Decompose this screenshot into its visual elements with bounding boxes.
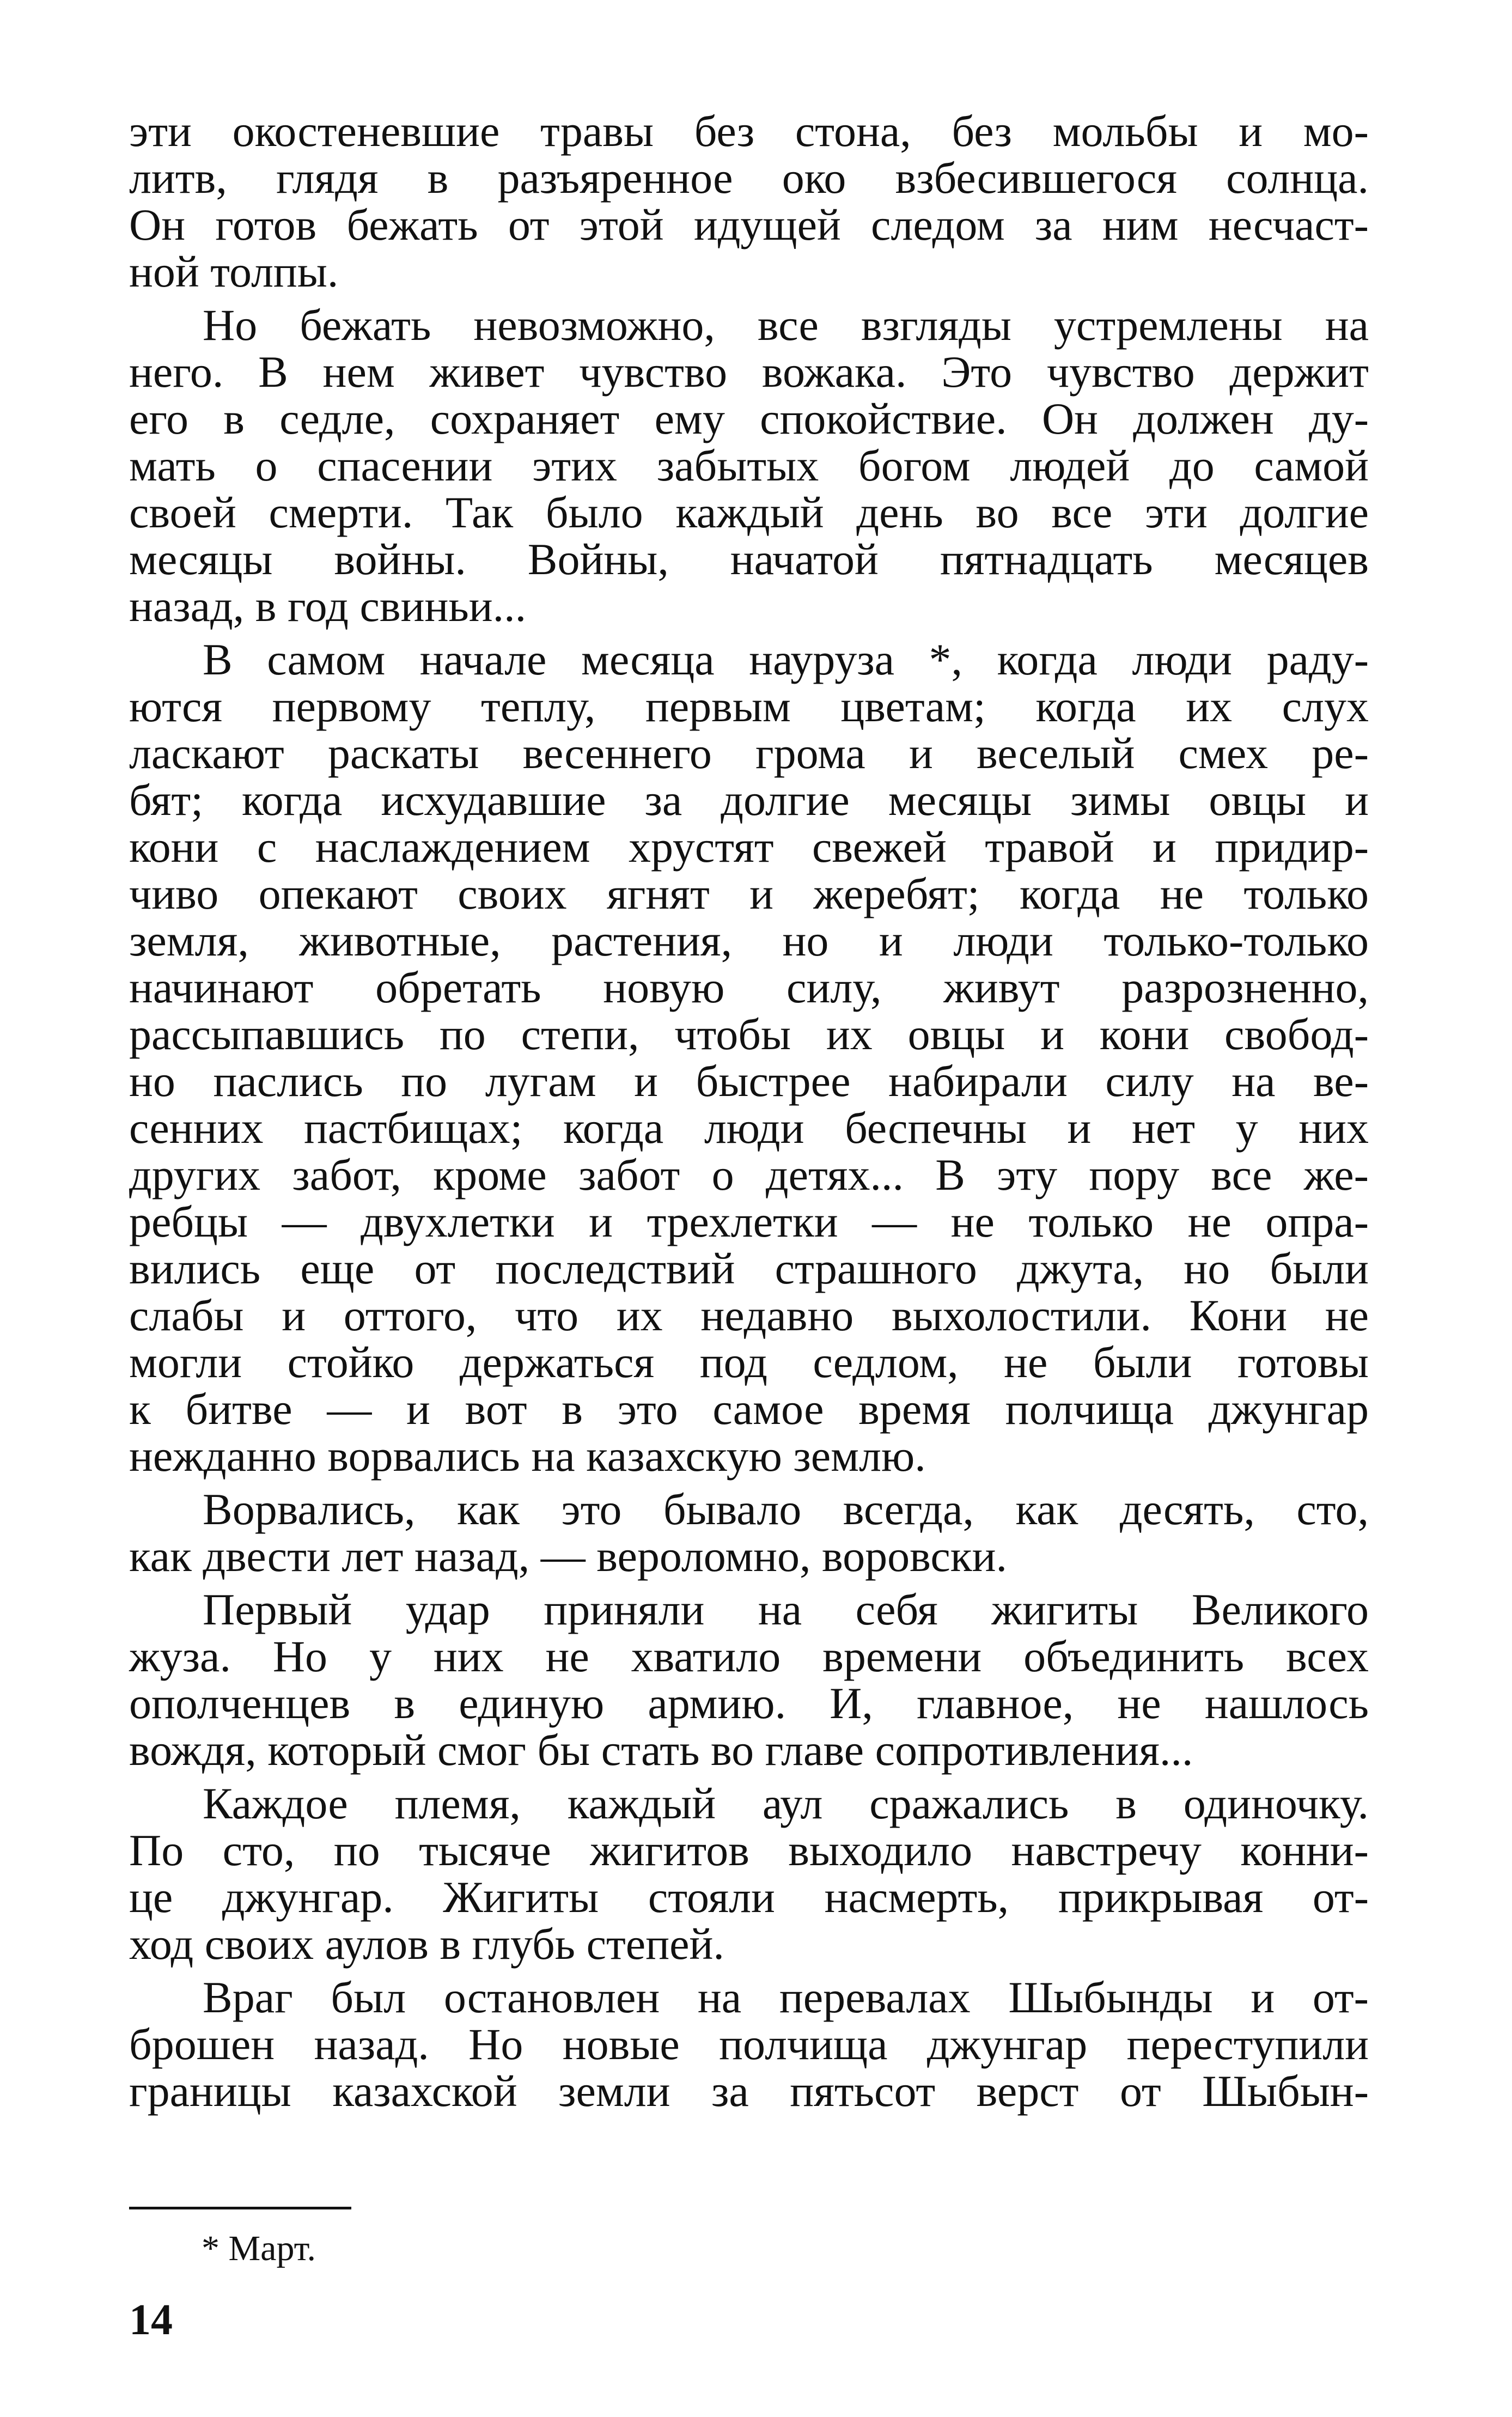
text-line: нежданно ворвались на казахскую землю. [129,1431,926,1481]
paragraph [129,108,1369,295]
paragraph [129,1586,1369,1774]
text-line: назад, в год свиньи... [129,581,527,631]
footnote: * Март. [202,2229,316,2268]
text-line: ласкают раскаты весеннего грома и веселый смех ре- [129,728,1369,778]
text-line: вились еще от последствий страшного джута, но были [129,1244,1369,1293]
text-line: брошен назад. Но новые полчища джунгар переступили [129,2019,1369,2069]
text-line: его в седле, сохраняет ему спокойствие. Он должен ду- [129,394,1369,443]
text-line: него. В нем живет чувство вожака. Это чувство держит [129,347,1369,397]
text-line: Каждое племя, каждый аул сражались в одиночку. [203,1779,1369,1828]
text-line: ются первому теплу, первым цветам; когда их слух [129,681,1369,731]
text-line: В самом начале месяца науруза *, когда люди раду- [203,635,1369,684]
text-line: Он готов бежать от этой идущей следом за ним несчаст- [129,200,1369,249]
text-line: По сто, по тысяче жигитов выходило навстречу конни- [129,1825,1369,1875]
text-line: ребцы — двухлетки и трехлетки — не только не опра- [129,1197,1369,1246]
text-line: к битве — и вот в это самое время полчища джунгар [129,1384,1369,1434]
text-line: ной толпы. [129,247,339,296]
text-line: Ворвались, как это бывало всегда, как десять, сто, [203,1484,1369,1534]
text-line: но паслись по лугам и быстрее набирали силу на ве- [129,1056,1369,1106]
paragraph [129,1780,1369,1968]
text-line: мать о спасении этих забытых богом людей до самой [129,441,1369,490]
text-line: других забот, кроме забот о детях... В эту пору все же- [129,1150,1369,1200]
text-line: своей смерти. Так было каждый день во все эти долгие [129,488,1369,537]
text-line: эти окостеневшие травы без стона, без мольбы и мо- [129,106,1369,156]
text-line: ополченцев в единую армию. И, главное, не нашлось [129,1678,1369,1728]
text-line: Враг был остановлен на перевалах Шыбынды и от- [203,1972,1369,2022]
text-line: могли стойко держаться под седлом, не были готовы [129,1337,1369,1387]
text-line: литв, глядя в разъяренное око взбесившегося солнца. [129,153,1369,203]
paragraph [129,1486,1369,1580]
text-line: как двести лет назад, — вероломно, воровски. [129,1531,1007,1581]
paragraph [129,636,1369,1480]
page-number: 14 [129,2296,173,2344]
paragraph [129,1974,1369,2115]
text-line: чиво опекают своих ягнят и жеребят; когда не только [129,869,1369,918]
text-body [129,108,1369,2115]
text-line: кони с наслаждением хрустят свежей травой и придир- [129,822,1369,872]
text-line: ход своих аулов в глубь степей. [129,1919,724,1969]
text-line: месяцы войны. Войны, начатой пятнадцать месяцев [129,534,1369,584]
text-line: слабы и оттого, что их недавно выхолостили. Кони не [129,1290,1369,1340]
text-line: земля, животные, растения, но и люди только-только [129,916,1369,965]
text-line: бят; когда исхудавшие за долгие месяцы зимы овцы и [129,775,1369,825]
text-line: це джунгар. Жигиты стояли насмерть, прикрывая от- [129,1872,1369,1922]
text-line: границы казахской земли за пятьсот верст от Шыбын- [129,2066,1369,2116]
text-line: Но бежать невозможно, все взгляды устремлены на [203,300,1369,350]
footnote-rule [129,2207,351,2209]
text-line: вождя, который смог бы стать во главе сопротивления... [129,1725,1193,1775]
text-line: Первый удар приняли на себя жигиты Великого [203,1585,1369,1634]
paragraph [129,302,1369,630]
text-line: сенних пастбищах; когда люди беспечны и нет у них [129,1103,1369,1153]
text-line: рассыпавшись по степи, чтобы их овцы и кони свобод- [129,1009,1369,1059]
text-line: жуза. Но у них не хватило времени объединить всех [129,1631,1369,1681]
text-line: начинают обретать новую силу, живут разрозненно, [129,963,1369,1012]
